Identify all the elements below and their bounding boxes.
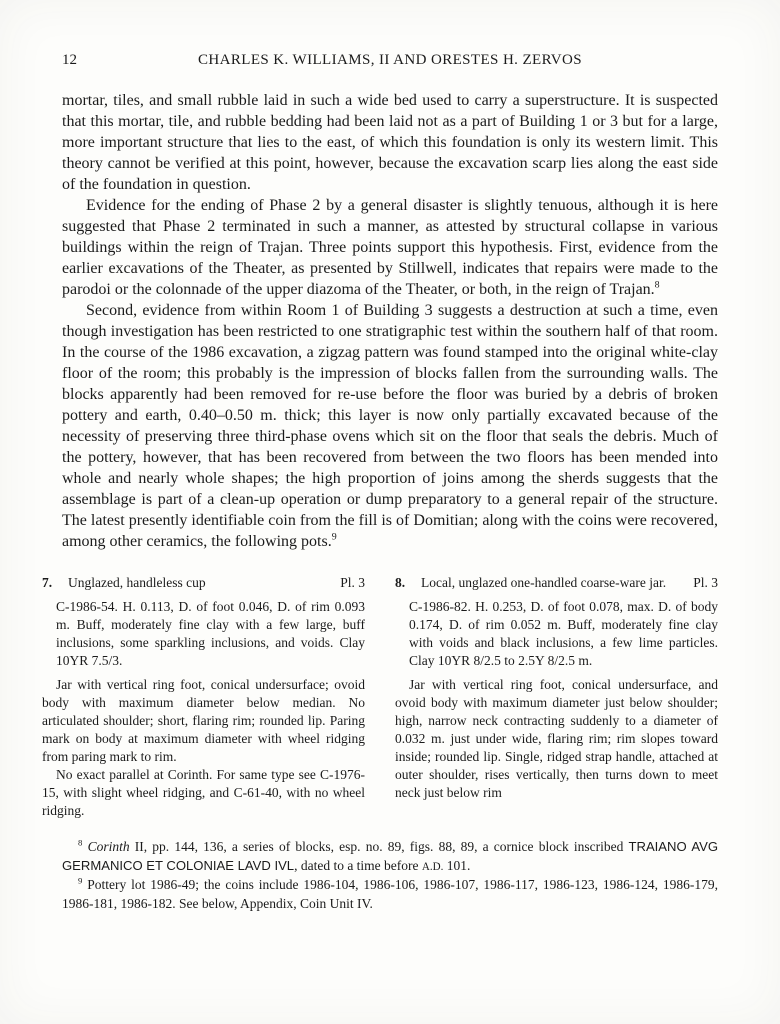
paragraph — [62, 300, 718, 552]
inscription-text: TRAIANO AVG GERMANICO ET COLONIAE LAVD IVL — [62, 839, 718, 873]
running-head: CHARLES K. WILLIAMS, II AND ORESTES H. ZERVOS — [197, 52, 583, 68]
plate-reference: Pl. 3 — [693, 575, 718, 590]
era-abbreviation: A.D. — [421, 860, 444, 873]
entry-description: C-1986-82. H. 0.253, D. of foot 0.078, max. D. of body 0.174, D. of rim 0.052 m. Buff, moderately fine clay with voids and black inclusions, a few lime particles. Clay 10YR 8/2.5 to 2.5Y 8/2.5 m. — [409, 599, 718, 668]
body-text — [62, 90, 718, 552]
catalog-section — [42, 574, 718, 820]
entry-heading — [395, 574, 718, 592]
footnote-text: , dated to a time before — [294, 857, 422, 873]
catalog-entry-7 — [42, 574, 365, 820]
paragraph — [62, 195, 718, 300]
entry-paragraph: Jar with vertical ring foot, conical undersurface, and ovoid body with maximum diameter just below shoulder; high, narrow neck contracting suddenly to a diameter of 0.032 m. just under wide, flaring rim; rim slopes toward inside; rounded lip. Single, ridged strap handle, attached at outer shoulder, rises vertically, then turns down to meet neck just below rim — [395, 677, 718, 800]
entry-title: Local, unglazed one-handled coarse-ware jar. — [421, 575, 667, 590]
footnotes — [62, 838, 718, 913]
footnote-8 — [62, 838, 718, 876]
footnote-marker: 8 — [78, 837, 83, 848]
page-header — [62, 52, 718, 74]
entry-number: 8. — [395, 575, 406, 590]
paragraph-text: Evidence for the ending of Phase 2 by a general disaster is slightly tenuous, although it is here suggested that Phase 2 terminated in such a manner, as attested by structural collapse in various buildings within the reign of Trajan. Three points support this hypothesis. First, evidence from the earlier excavations of the Theater, as presented by Stillwell, indicates that repairs were made to the parodoi or the colonnade of the upper diazoma of the Theater, or both, in the reign of Trajan. — [62, 197, 718, 298]
paragraph-continuation — [62, 90, 718, 195]
entry-number: 7. — [42, 575, 53, 590]
paragraph-text: mortar, tiles, and small rubble laid in such a wide bed used to carry a superstructure. It is suspected that this mortar, tile, and rubble bedding had been laid not as a part of Building 1 or 3 but for a large, more important structure that lies to the east, of which this foundation is only its western limit. This theory cannot be verified at this point, however, because the excavation scarp lies along the east side of the foundation in question. — [62, 92, 718, 193]
paragraph-text: Second, evidence from within Room 1 of Building 3 suggests a destruction at such a time, even though investigation has been restricted to one stratigraphic test within the southern half of that room. In the course of the 1986 excavation, a zigzag pattern was found stamped into the original white-clay floor of the room; this probably is the impression of blocks fallen from the surrounding walls. The blocks apparently had been removed for re-use before the floor was buried by a debris of broken pottery and earth, 0.40–0.50 m. thick; this layer is now only partially excavated because of the necessity of preserving three third-phase ovens which sit on the floor that seals the debris. Much of the pottery, however, that has been recovered from between the two floors has been mended into whole and nearly whole shapes; the high proportion of joins among the sherds suggests that the assemblage is part of a clean-up operation or dump preparatory to a general repair of the structure. The latest presently identifiable coin from the fill is of Domitian; along with the coins were recovered, among other ceramics, the following pots. — [62, 302, 718, 550]
footnote-reference: 8 — [654, 279, 660, 291]
entry-title: Unglazed, handleless cup — [68, 575, 206, 590]
footnote-text: 101. — [443, 857, 471, 873]
entry-paragraph: No exact parallel at Corinth. For same type see C-1976-15, with slight wheel ridging, and C-61-40, with no wheel ridging. — [42, 767, 365, 818]
footnote-text: II, pp. 144, 136, a series of blocks, esp. no. 89, figs. 88, 89, a cornice block inscribed — [129, 839, 629, 854]
footnote-reference: 9 — [331, 531, 337, 543]
footnote-text: Pottery lot 1986-49; the coins include 1986-104, 1986-106, 1986-107, 1986-117, 1986-123, 1986-124, 1986-179, 1986-181, 1986-182. See below, Appendix, Coin Unit IV. — [62, 877, 719, 911]
footnote-9 — [62, 876, 718, 913]
entry-description: C-1986-54. H. 0.113, D. of foot 0.046, D. of rim 0.093 m. Buff, moderately fine clay with a few large, buff inclusions, some sparkling inclusions, and voids. Clay 10YR 7.5/3. — [56, 599, 365, 668]
entry-heading — [42, 574, 365, 592]
entry-paragraph: Jar with vertical ring foot, conical undersurface; ovoid body with maximum diameter below median. No articulated shoulder; short, flaring rim; rounded lip. Paring mark on body at maximum diameter with wheel ridging from paring mark to rim. — [42, 677, 365, 764]
series-title: Corinth — [87, 839, 130, 854]
page-number: 12 — [62, 52, 77, 68]
catalog-entry-8 — [395, 574, 718, 820]
plate-reference: Pl. 3 — [340, 575, 365, 590]
footnote-marker: 9 — [78, 875, 83, 886]
